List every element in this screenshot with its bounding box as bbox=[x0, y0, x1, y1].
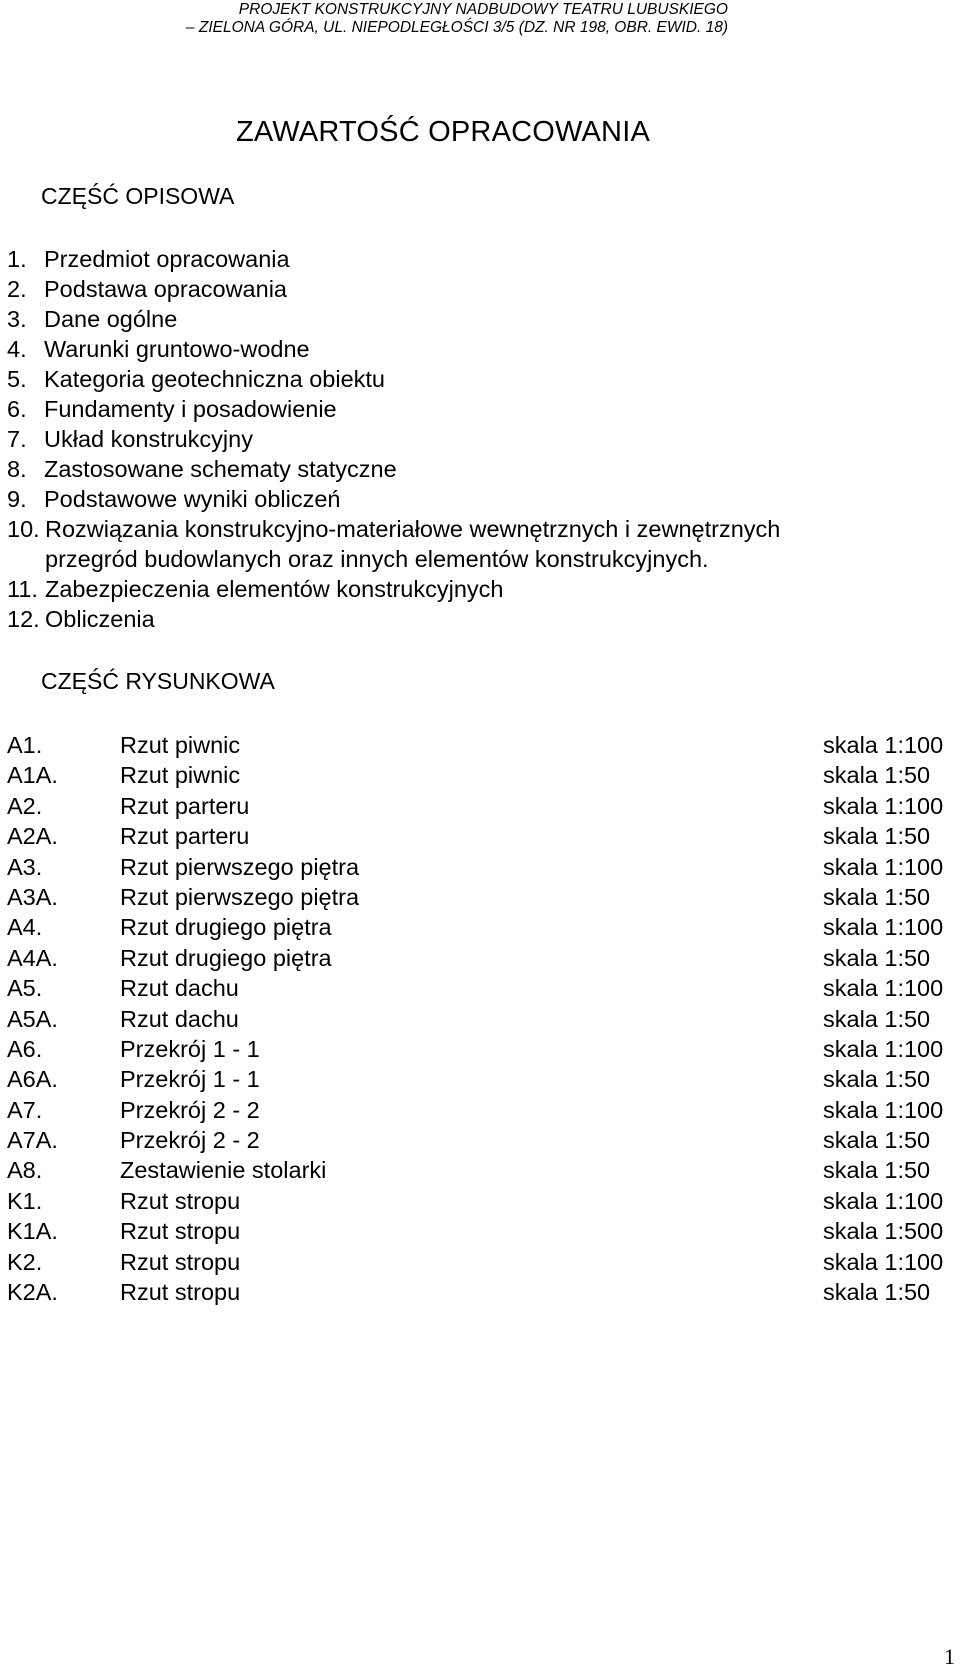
drawing-scale: skala 1:100 bbox=[823, 1096, 944, 1123]
drawings-section-heading: CZĘŚĆ RYSUNKOWA bbox=[41, 668, 275, 694]
drawing-scale: skala 1:50 bbox=[823, 1005, 931, 1032]
drawing-scale: skala 1:100 bbox=[823, 914, 944, 941]
drawing-code: K2A. bbox=[7, 1279, 58, 1306]
drawing-code: A7. bbox=[7, 1096, 43, 1123]
item-text: Zabezpieczenia elementów konstrukcyjnych bbox=[45, 576, 504, 602]
drawing-name: Przekrój 1 - 1 bbox=[120, 1066, 260, 1093]
drawing-scale: skala 1:100 bbox=[823, 853, 944, 880]
drawing-scale: skala 1:50 bbox=[823, 1066, 931, 1093]
drawing-scale: skala 1:100 bbox=[823, 1187, 944, 1214]
item-text bbox=[45, 514, 780, 574]
item-text: Podstawa opracowania bbox=[44, 276, 287, 302]
drawing-scale: skala 1:50 bbox=[823, 762, 931, 789]
drawing-code: A2. bbox=[7, 792, 43, 819]
drawing-name: Rzut pierwszego piętra bbox=[120, 853, 360, 880]
item-text-line2: przegród budowlanych oraz innych elementów konstrukcyjnych. bbox=[45, 546, 709, 572]
item-text: Przedmiot opracowania bbox=[44, 246, 290, 272]
item-number: 1. bbox=[7, 246, 27, 272]
drawing-name: Rzut dachu bbox=[120, 975, 239, 1002]
drawing-scale: skala 1:50 bbox=[823, 1127, 931, 1154]
item-number: 4. bbox=[7, 336, 27, 362]
drawing-code: K1A. bbox=[7, 1218, 58, 1245]
drawing-name: Rzut stropu bbox=[120, 1248, 241, 1275]
drawing-code: A4A. bbox=[7, 944, 58, 971]
page-title: ZAWARTOŚĆ OPRACOWANIA bbox=[236, 116, 650, 148]
item-number: 12. bbox=[7, 606, 40, 632]
item-number: 5. bbox=[7, 366, 27, 392]
drawing-scale: skala 1:500 bbox=[823, 1218, 944, 1245]
item-number: 2. bbox=[7, 276, 27, 302]
document-header-line1: PROJEKT KONSTRUKCYJNY NADBUDOWY TEATRU LUBUSKIEGO bbox=[238, 1, 728, 18]
drawing-scale: skala 1:50 bbox=[823, 944, 931, 971]
descriptive-section-heading: CZĘŚĆ OPISOWA bbox=[41, 183, 235, 209]
item-text: Kategoria geotechniczna obiektu bbox=[44, 366, 385, 392]
drawing-name: Przekrój 2 - 2 bbox=[120, 1127, 260, 1154]
drawing-code: A1A. bbox=[7, 762, 58, 789]
drawing-scale: skala 1:50 bbox=[823, 823, 931, 850]
drawing-code: A3. bbox=[7, 853, 43, 880]
drawing-name: Rzut dachu bbox=[120, 1005, 239, 1032]
item-text: Warunki gruntowo-wodne bbox=[44, 336, 310, 362]
drawing-code: A5. bbox=[7, 975, 43, 1002]
item-number: 9. bbox=[7, 486, 27, 512]
drawing-scale: skala 1:50 bbox=[823, 883, 931, 910]
drawing-code: A3A. bbox=[7, 883, 58, 910]
drawing-scale: skala 1:100 bbox=[823, 1035, 944, 1062]
item-text: Podstawowe wyniki obliczeń bbox=[44, 486, 341, 512]
drawing-name: Rzut stropu bbox=[120, 1279, 241, 1306]
drawing-code: A6A. bbox=[7, 1066, 58, 1093]
drawing-name: Rzut piwnic bbox=[120, 762, 241, 789]
drawing-name: Zestawienie stolarki bbox=[120, 1157, 327, 1184]
item-text: Dane ogólne bbox=[44, 306, 178, 332]
item-text: Obliczenia bbox=[45, 606, 155, 632]
item-number: 8. bbox=[7, 456, 27, 482]
drawing-code: A5A. bbox=[7, 1005, 58, 1032]
item-number: 3. bbox=[7, 306, 27, 332]
drawing-name: Przekrój 1 - 1 bbox=[120, 1035, 260, 1062]
drawing-name: Rzut stropu bbox=[120, 1187, 241, 1214]
item-text-line1: Rozwiązania konstrukcyjno-materiałowe wewnętrznych i zewnętrznych bbox=[45, 516, 781, 542]
drawing-code: A6. bbox=[7, 1035, 43, 1062]
item-number: 7. bbox=[7, 426, 27, 452]
item-number: 11. bbox=[7, 576, 38, 602]
drawing-code: A1. bbox=[7, 732, 43, 758]
drawing-name: Rzut parteru bbox=[120, 792, 250, 819]
item-text: Układ konstrukcyjny bbox=[44, 426, 253, 452]
drawing-name: Rzut stropu bbox=[120, 1218, 241, 1245]
document-header-line2: – ZIELONA GÓRA, UL. NIEPODLEGŁOŚCI 3/5 (DZ. NR 198, OBR. EWID. 18) bbox=[185, 19, 728, 36]
drawing-code: A7A. bbox=[7, 1127, 58, 1154]
page-number: 1 bbox=[944, 1644, 955, 1669]
drawing-scale: skala 1:100 bbox=[823, 1248, 944, 1275]
drawing-name: Przekrój 2 - 2 bbox=[120, 1096, 260, 1123]
drawing-scale: skala 1:100 bbox=[823, 975, 944, 1002]
drawing-name: Rzut parteru bbox=[120, 823, 250, 850]
drawing-scale: skala 1:50 bbox=[823, 1157, 931, 1184]
item-text: Fundamenty i posadowienie bbox=[44, 396, 337, 422]
drawing-name: Rzut pierwszego piętra bbox=[120, 883, 360, 910]
drawing-code: A4. bbox=[7, 914, 43, 941]
drawing-name: Rzut drugiego piętra bbox=[120, 944, 332, 971]
drawing-code: A2A. bbox=[7, 823, 58, 850]
drawing-scale: skala 1:100 bbox=[823, 792, 944, 819]
drawing-code: K2. bbox=[7, 1248, 43, 1275]
drawing-name: Rzut drugiego piętra bbox=[120, 914, 332, 941]
drawing-scale: skala 1:100 bbox=[823, 732, 944, 758]
item-number: 6. bbox=[7, 396, 27, 422]
drawing-code: A8. bbox=[7, 1157, 43, 1184]
item-number: 10. bbox=[7, 516, 40, 542]
drawing-code: K1. bbox=[7, 1187, 43, 1214]
drawing-name: Rzut piwnic bbox=[120, 732, 241, 758]
item-text: Zastosowane schematy statyczne bbox=[44, 456, 397, 482]
drawing-scale: skala 1:50 bbox=[823, 1279, 931, 1306]
